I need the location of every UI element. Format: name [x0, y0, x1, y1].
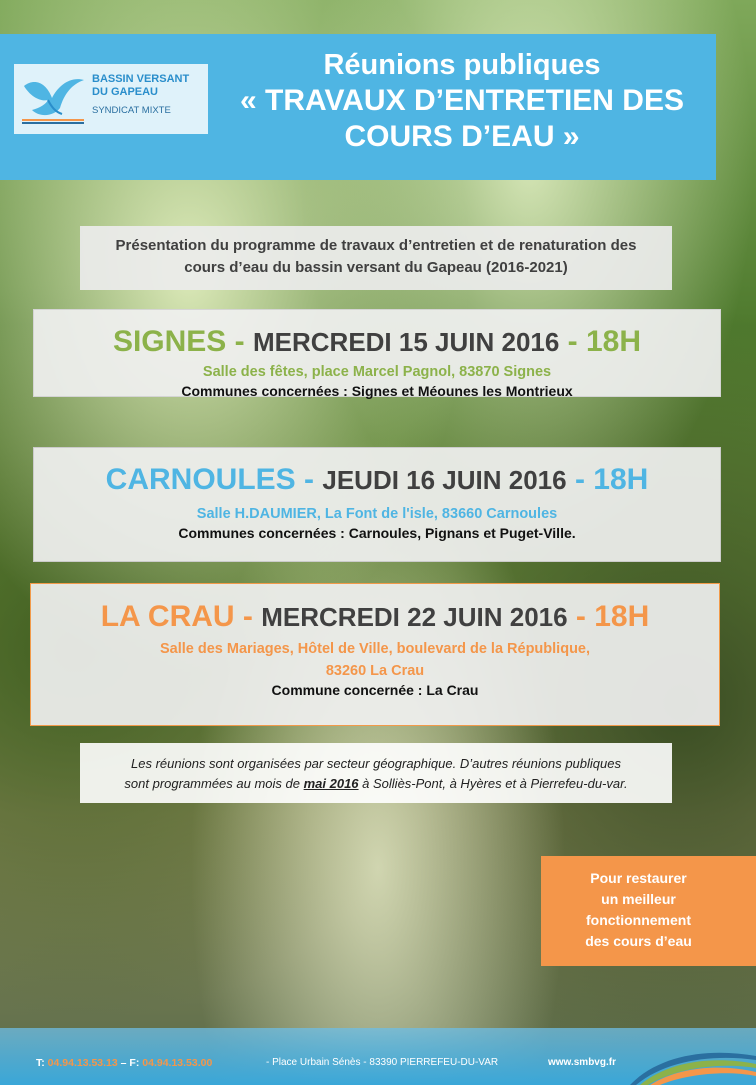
intro-line-2: cours d’eau du bassin versant du Gapeau (2016-2021): [184, 259, 568, 276]
title-line-2: « TRAVAUX D’ENTRETIEN DES: [240, 83, 684, 117]
footer-address: - Place Urbain Sénès - 83390 PIERREFEU-DU-VAR: [266, 1057, 499, 1068]
tel-label: T:: [36, 1057, 45, 1069]
cta-line-4: des cours d’eau: [585, 933, 692, 949]
note-line-2: [80, 774, 672, 794]
logo-line-3: SYNDICAT MIXTE: [92, 105, 171, 116]
event-time: 18H: [594, 600, 650, 633]
logo-line-1: BASSIN VERSANT: [92, 73, 190, 85]
event-dash: -: [234, 600, 262, 633]
cta-box: [541, 856, 756, 966]
note-line-2-pre: sont programmées au mois de: [124, 776, 304, 791]
title-line-3: COURS D’EAU »: [344, 119, 580, 153]
fax-label: – F:: [117, 1057, 140, 1069]
intro-line-1: Présentation du programme de travaux d’entretien et de renaturation des: [115, 237, 637, 254]
swoosh-decoration: [630, 1046, 756, 1085]
bird-icon: [18, 68, 88, 126]
intro-box: [80, 226, 672, 290]
event-place: Salle H.DAUMIER, La Font de l'isle, 83660 Carnoules: [196, 506, 558, 522]
note-line-1: Les réunions sont organisées par secteur géographique. D’autres réunions publiques: [131, 756, 621, 771]
event-sep: -: [559, 325, 586, 358]
page-title: [208, 48, 716, 155]
event-town: SIGNES: [112, 325, 227, 358]
event-date: JEUDI 16 JUIN 2016: [322, 465, 567, 495]
event-place-line-1: Salle des Mariages, Hôtel de Ville, boulevard de la République,: [159, 641, 591, 657]
event-town: CARNOULES: [105, 463, 296, 496]
event-communes: Communes concernées : Carnoules, Pignans et Puget-Ville.: [178, 525, 576, 541]
footer-contact: [36, 1057, 212, 1069]
event-time: 18H: [586, 325, 642, 358]
logo: [14, 64, 208, 134]
event-date: MERCREDI 22 JUIN 2016: [261, 602, 568, 632]
logo-line-2: DU GAPEAU: [92, 86, 159, 98]
event-time: 18H: [593, 463, 649, 496]
event-la-crau: [30, 583, 720, 726]
fax-number: 04.94.13.53.00: [142, 1057, 213, 1069]
tel-number: 04.94.13.53.13: [47, 1057, 118, 1069]
cta-line-1: Pour restaurer: [590, 870, 687, 886]
note-box: [80, 743, 672, 803]
event-carnoules-heading: [34, 463, 720, 497]
event-dash: -: [295, 463, 323, 496]
event-signes-heading: [34, 325, 720, 359]
event-communes: Communes concernées : Signes et Méounes les Montrieux: [181, 383, 573, 399]
event-carnoules: [33, 447, 721, 562]
event-la-crau-heading: [31, 600, 719, 634]
cta-line-3: fonctionnement: [586, 912, 691, 928]
title-line-1: Réunions publiques: [323, 49, 601, 81]
footer-website[interactable]: www.smbvg.fr: [548, 1057, 616, 1068]
event-date: MERCREDI 15 JUIN 2016: [252, 327, 560, 357]
event-sep: -: [566, 463, 594, 496]
event-place-line-2: 83260 La Crau: [325, 663, 425, 679]
event-place: Salle des fêtes, place Marcel Pagnol, 83870 Signes: [202, 364, 552, 380]
event-communes: Commune concernée : La Crau: [271, 682, 479, 698]
event-signes: [33, 309, 721, 397]
event-town: LA CRAU: [100, 600, 235, 633]
note-date-link: mai 2016: [303, 776, 359, 791]
cta-line-2: un meilleur: [601, 891, 676, 907]
event-sep: -: [567, 600, 595, 633]
event-dash: -: [226, 325, 253, 358]
note-line-2-post: à Solliès-Pont, à Hyères et à Pierrefeu-du-var.: [358, 776, 628, 791]
